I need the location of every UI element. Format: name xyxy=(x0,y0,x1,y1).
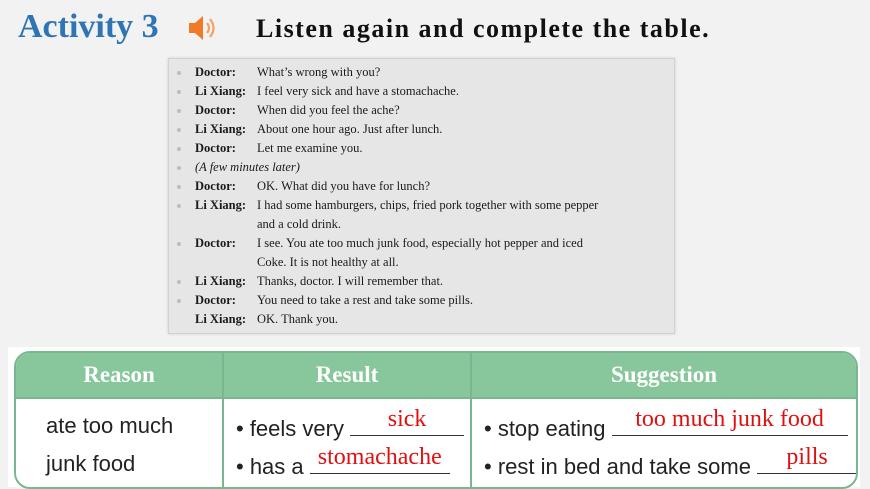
speaker-name: Doctor: xyxy=(195,103,236,117)
suggestion-prefix: • rest in bed and take some xyxy=(484,454,751,479)
answer-text: too much junk food xyxy=(635,406,824,432)
line-text: About one hour ago. Just after lunch. xyxy=(257,122,443,136)
speaker-name: Doctor: xyxy=(195,236,236,250)
table-header-row xyxy=(16,353,856,397)
line-text: What’s wrong with you? xyxy=(257,65,381,79)
result-prefix: • has a xyxy=(236,454,304,479)
speaker-name: Doctor: xyxy=(195,141,236,155)
result-prefix: • feels very xyxy=(236,416,344,441)
dialogue-line xyxy=(169,196,674,215)
column-divider xyxy=(470,353,472,487)
dialogue-line xyxy=(169,253,674,272)
header-reason: Reason xyxy=(83,362,155,387)
answer-table-area xyxy=(8,347,860,487)
line-text: Coke. It is not healthy at all. xyxy=(257,255,399,269)
bullet-dot-icon xyxy=(177,166,181,170)
bullet-dot-icon xyxy=(177,204,181,208)
dialogue-line xyxy=(169,234,674,253)
answer-blank[interactable] xyxy=(757,444,857,474)
speaker-name: Doctor: xyxy=(195,65,236,79)
suggestion-line xyxy=(484,444,857,480)
dialogue-line xyxy=(169,139,674,158)
speaker-name: Li Xiang: xyxy=(195,198,247,212)
result-line xyxy=(236,406,464,442)
answer-text: sick xyxy=(387,406,427,432)
line-text: I had some hamburgers, chips, fried pork together with some pepper xyxy=(257,198,599,212)
bullet-dot-icon xyxy=(177,185,181,189)
line-text: I feel very sick and have a stomachache. xyxy=(257,84,459,98)
suggestion-prefix: • stop eating xyxy=(484,416,606,441)
answer-blank[interactable] xyxy=(350,406,464,436)
bullet-dot-icon xyxy=(177,299,181,303)
dialogue-line xyxy=(169,291,674,310)
speaker-name: Li Xiang: xyxy=(195,312,247,326)
answer-blank[interactable] xyxy=(310,444,450,474)
dialogue-line xyxy=(169,310,674,329)
dialogue-line xyxy=(169,215,674,234)
line-text: and a cold drink. xyxy=(257,217,342,231)
bullet-dot-icon xyxy=(177,90,181,94)
line-text: OK. What did you have for lunch? xyxy=(257,179,430,193)
answer-text: pills xyxy=(786,444,828,470)
dialogue-line xyxy=(169,63,674,82)
reason-line: junk food xyxy=(46,451,136,476)
header-suggestion: Suggestion xyxy=(610,362,718,387)
speaker-name: Li Xiang: xyxy=(195,84,247,98)
answer-blank[interactable] xyxy=(612,406,848,436)
line-text: OK. Thank you. xyxy=(257,312,339,326)
header-divider xyxy=(16,397,856,399)
dialogue-box xyxy=(168,58,675,334)
line-text: When did you feel the ache? xyxy=(257,103,400,117)
line-text: Thanks, doctor. I will remember that. xyxy=(257,274,444,288)
bullet-dot-icon xyxy=(177,109,181,113)
result-line xyxy=(236,444,450,480)
dialogue-line xyxy=(169,82,674,101)
column-divider xyxy=(222,353,224,487)
dialogue-line xyxy=(169,101,674,120)
instruction-text: Listen again and complete the table. xyxy=(256,14,711,43)
line-text: You need to take a rest and take some pills. xyxy=(257,293,474,307)
bullet-dot-icon xyxy=(177,147,181,151)
stage-note: (A few minutes later) xyxy=(195,160,300,174)
speaker-icon[interactable] xyxy=(186,12,220,44)
reason-line: ate too much xyxy=(46,413,174,438)
bullet-dot-icon xyxy=(177,71,181,75)
answer-table xyxy=(14,351,858,489)
bullet-dot-icon xyxy=(177,280,181,284)
header-result: Result xyxy=(315,362,379,387)
line-text: I see. You ate too much junk food, especially hot pepper and iced xyxy=(257,236,583,250)
activity-title: Activity 3 xyxy=(18,8,159,45)
dialogue-line xyxy=(169,120,674,139)
speaker-name: Li Xiang: xyxy=(195,122,247,136)
bullet-dot-icon xyxy=(177,242,181,246)
bullet-dot-icon xyxy=(177,128,181,132)
suggestion-line xyxy=(484,406,848,442)
dialogue-line xyxy=(169,177,674,196)
speaker-name: Doctor: xyxy=(195,179,236,193)
dialogue-line xyxy=(169,272,674,291)
speaker-name: Doctor: xyxy=(195,293,236,307)
answer-text: stomachache xyxy=(317,444,442,470)
line-text: Let me examine you. xyxy=(257,141,363,155)
dialogue-line xyxy=(169,158,674,177)
speaker-name: Li Xiang: xyxy=(195,274,247,288)
